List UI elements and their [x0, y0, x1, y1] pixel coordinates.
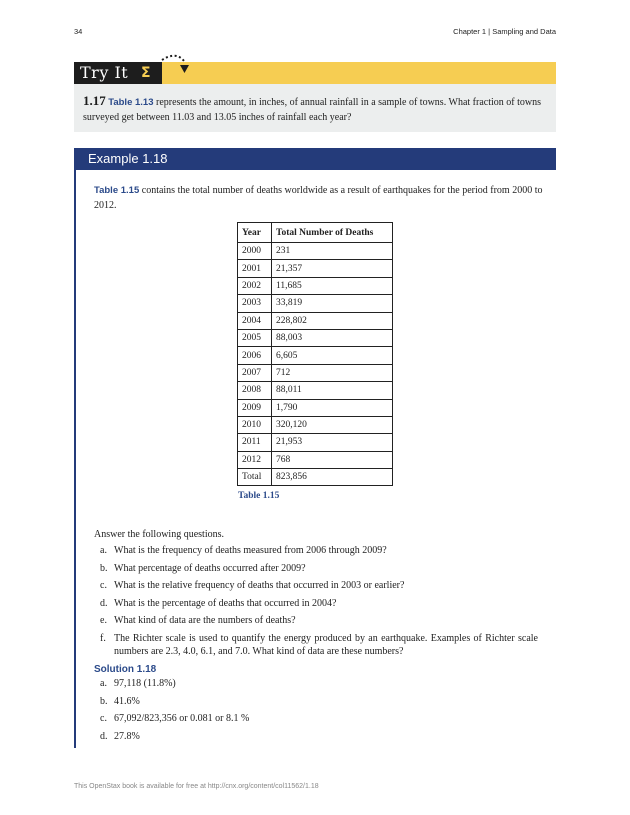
deaths-cell: 712: [272, 364, 393, 381]
list-item: [94, 614, 538, 627]
list-item: [94, 562, 538, 575]
table-row: [238, 434, 393, 451]
deaths-cell: 6,605: [272, 347, 393, 364]
solution-title: Solution 1.18: [94, 664, 157, 675]
question-text: What is the frequency of deaths measured from 2006 through 2009?: [114, 545, 387, 556]
solution-text: 27.8%: [114, 730, 140, 742]
list-item: [94, 632, 538, 658]
table-row: [238, 295, 393, 312]
deaths-cell: 231: [272, 243, 393, 260]
table-total-row: [238, 469, 393, 486]
example-title: Example 1.18: [88, 151, 168, 166]
deaths-cell: 768: [272, 451, 393, 468]
table-ref-link[interactable]: Table 1.13: [108, 97, 154, 108]
table-ref-link[interactable]: Table 1.15: [94, 185, 140, 196]
item-letter: f.: [100, 632, 106, 644]
question-text: What is the percentage of deaths that occurred in 2004?: [114, 597, 337, 609]
total-value-cell: 823,856: [272, 469, 393, 486]
deaths-cell: 320,120: [272, 416, 393, 433]
question-text: What is the relative frequency of deaths that occurred in 2003 or earlier?: [114, 580, 405, 592]
example-side-rule: [74, 170, 76, 748]
year-cell: 2006: [238, 347, 272, 364]
table-row: [238, 382, 393, 399]
year-cell: 2010: [238, 416, 272, 433]
question-list: [94, 544, 538, 663]
year-cell: 2001: [238, 260, 272, 277]
year-cell: 2000: [238, 243, 272, 260]
deaths-cell: 33,819: [272, 295, 393, 312]
sigma-icon: Σ: [141, 65, 151, 81]
questions-intro: Answer the following questions.: [94, 529, 224, 540]
deaths-cell: 21,953: [272, 434, 393, 451]
solution-text: 97,118 (11.8%): [114, 678, 176, 689]
table-row: [238, 277, 393, 294]
problem-number: 1.17: [83, 93, 106, 108]
year-cell: 2004: [238, 312, 272, 329]
total-label-cell: Total: [238, 469, 272, 486]
item-letter: d.: [100, 730, 108, 742]
table-row: [238, 329, 393, 346]
column-header: Year: [238, 223, 272, 243]
try-it-badge: Try It: [74, 62, 162, 84]
table-header-row: [238, 223, 393, 243]
item-letter: e.: [100, 615, 107, 627]
year-cell: 2003: [238, 295, 272, 312]
year-cell: 2005: [238, 329, 272, 346]
year-cell: 2009: [238, 399, 272, 416]
item-letter: b.: [100, 562, 108, 574]
question-text: What percentage of deaths occurred after 2009?: [114, 562, 306, 574]
year-cell: 2012: [238, 451, 272, 468]
earthquake-deaths-table: [237, 222, 393, 486]
list-item: [94, 695, 494, 708]
table-row: [238, 347, 393, 364]
deaths-cell: 11,685: [272, 277, 393, 294]
item-letter: c.: [100, 580, 107, 592]
page-number: 34: [74, 27, 83, 36]
deaths-cell: 88,011: [272, 382, 393, 399]
page-footer: This OpenStax book is available for free at http://cnx.org/content/col11562/1.18: [74, 783, 319, 790]
table-caption: Table 1.15: [238, 491, 280, 501]
table-row: [238, 260, 393, 277]
table-row: [238, 243, 393, 260]
list-item: [94, 579, 538, 592]
intro-text: contains the total number of deaths worldwide as a result of earthquakes for the period from 2000 to 2012.: [94, 185, 543, 211]
list-item: [94, 597, 538, 610]
solution-list: [94, 677, 494, 747]
item-letter: c.: [100, 713, 107, 725]
table-row: [238, 399, 393, 416]
deaths-cell: 21,357: [272, 260, 393, 277]
chapter-title: Chapter 1 | Sampling and Data: [453, 27, 556, 36]
table-row: [238, 451, 393, 468]
table-row: [238, 416, 393, 433]
year-cell: 2011: [238, 434, 272, 451]
problem-text: represents the amount, in inches, of annual rainfall in a sample of towns. What fraction of towns surveyed get between 11.03 and 13.05 inches of rainfall each year?: [83, 97, 541, 123]
deaths-cell: 1,790: [272, 399, 393, 416]
solution-text: 41.6%: [114, 695, 140, 707]
item-letter: a.: [100, 678, 107, 689]
year-cell: 2002: [238, 277, 272, 294]
year-cell: 2008: [238, 382, 272, 399]
list-item: [94, 730, 494, 743]
item-letter: d.: [100, 597, 108, 609]
list-item: [94, 712, 494, 725]
deaths-cell: 228,802: [272, 312, 393, 329]
column-header: Total Number of Deaths: [272, 223, 393, 243]
solution-text: 67,092/823,356 or 0.081 or 8.1 %: [114, 713, 250, 725]
question-text: The Richter scale is used to quantify the energy produced by an earthquake. Examples of Richter scale numbers are 2.3, 4.0, 6.1, and 7.0. What kind of data are these numbers?: [114, 632, 538, 657]
table-row: [238, 312, 393, 329]
year-cell: 2007: [238, 364, 272, 381]
item-letter: b.: [100, 695, 108, 707]
list-item: [94, 544, 538, 557]
try-it-problem: [83, 93, 548, 125]
question-text: What kind of data are the numbers of deaths?: [114, 615, 296, 627]
dotted-arrow-icon: [156, 51, 196, 81]
example-intro: [94, 184, 544, 213]
item-letter: a.: [100, 545, 107, 556]
deaths-cell: 88,003: [272, 329, 393, 346]
table-row: [238, 364, 393, 381]
list-item: [94, 677, 494, 690]
